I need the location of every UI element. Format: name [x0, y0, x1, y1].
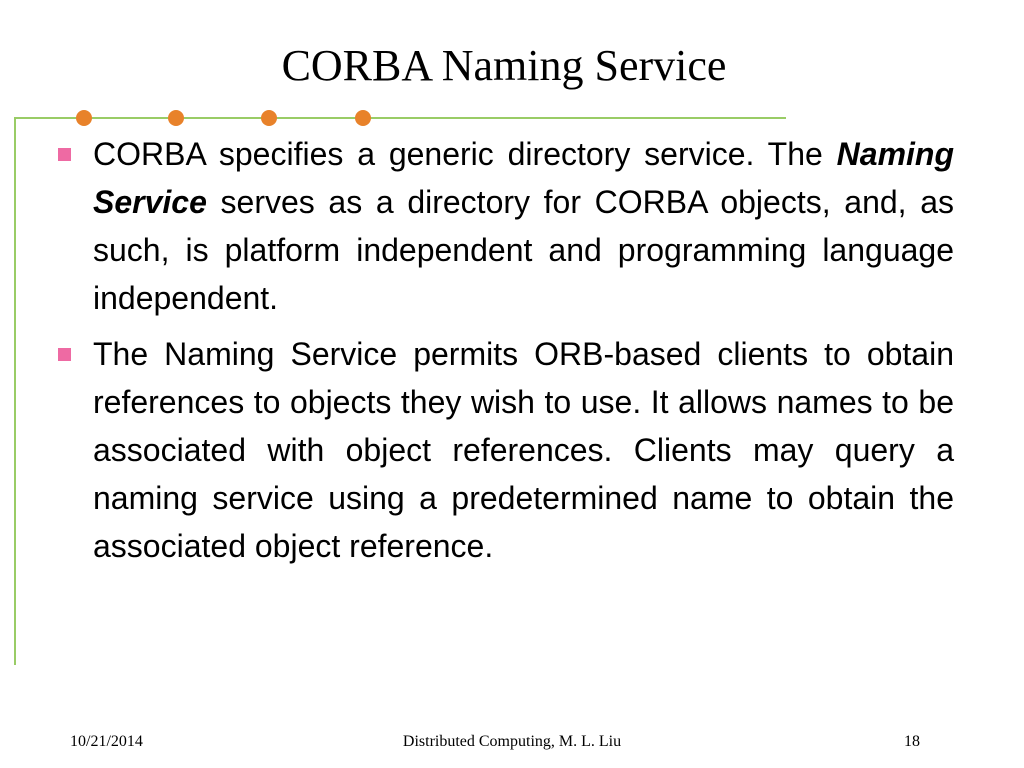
decor-dot — [355, 110, 371, 126]
decor-dot — [261, 110, 277, 126]
footer-author: Distributed Computing, M. L. Liu — [402, 733, 622, 750]
bullet-text-pre: CORBA specifies a generic directory service. The — [93, 136, 837, 172]
bullet-item — [58, 330, 954, 570]
square-bullet-icon — [58, 148, 71, 161]
decor-dot — [76, 110, 92, 126]
slide-body — [58, 130, 954, 578]
bullet-text: The Naming Service permits ORB-based clients to obtain references to objects they wish to use. It allows names to be associated with object references. Clients may query a naming service using a predetermined name to obtain the associated object reference. — [93, 336, 954, 564]
decor-dot — [168, 110, 184, 126]
bullet-text-post: serves as a directory for CORBA objects, and, as such, is platform independent and programming language independent. — [93, 184, 954, 316]
horizontal-rule — [14, 117, 786, 119]
page-number: 18 — [904, 733, 920, 750]
square-bullet-icon — [58, 348, 71, 361]
footer-date: 10/21/2014 — [70, 733, 143, 750]
bullet-emphasis: Naming Service — [93, 136, 954, 220]
slide-title: CORBA Naming Service — [281, 41, 727, 90]
bullet-item — [58, 130, 954, 322]
vertical-rule — [14, 117, 16, 665]
